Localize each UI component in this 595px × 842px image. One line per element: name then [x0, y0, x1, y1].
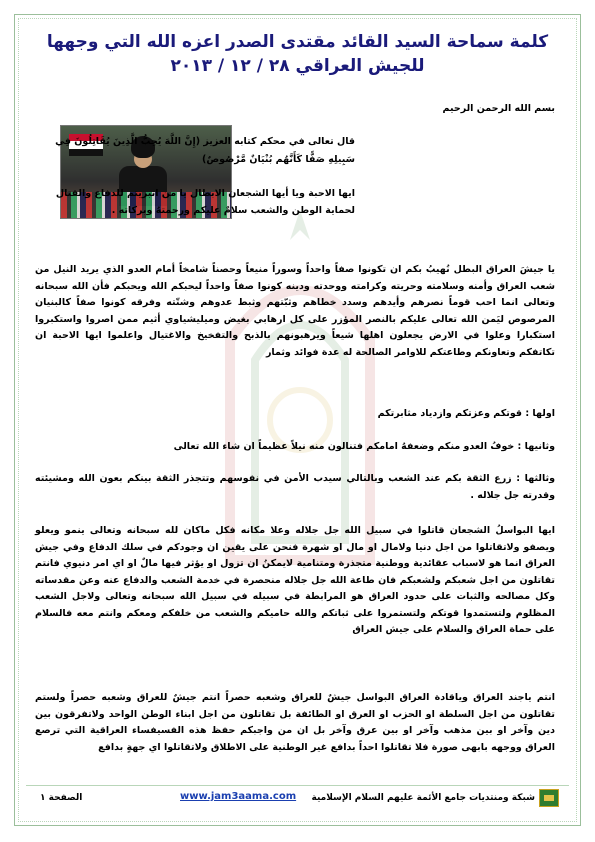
paragraph-greeting: ايها الاحبة ويا أيها الشجعان الابطال يا من انبريتم للدفاع والقتال لحماية الوطن والشعب سلامٌ عليكم ورحمتهُ وبركاته .: [55, 188, 355, 216]
paragraph-army-unity: يا جيشَ العراق البطل نُهيبُ بكم ان تكونوا صفاً واحداً وسوراً منيعاً وحصناً شامخاً أمام العدو الذي يريد النيل من شعب العراق وأمنه وسلامته وحريته وكرامته ووحدته ودينه كونوا صفاً واحداً ليحبكم الله ويحبكم فأن الله سبحانه وتعالى انما احب قوماً نصرهم وأيدهم وسدد خطاهم وثبّتهم وثبط عدوهم وشتّته وفرقه كونوا صفاً كالبنيان المرصوص ليَمن الله تعالى عليكم بالنصر المؤزر على كل ارهابي بغيض وميليشياوي أثيم ممن اصروا واستكبروا استكبارا وعلوا في الارض يجعلون اهلها شيعاً ويرهبونهم بالذبح والتفخيخ والاغتيال واعلموا ايها الاحبة ان تكاتفكم وتعاونكم وطاعتكم للاوامر الصالحة له عدة فوائد وثمار: [35, 264, 555, 358]
page-number: الصفحة ١: [40, 793, 83, 803]
page-title: [26, 30, 569, 78]
page-footer: [30, 789, 565, 809]
paragraph-army-of-iraq: انتم ياجند العراق وياقادة العراق البواسل جيشٌ للعراق وشعبه حصراً انتم جيشٌ للعراق وشعبه حصراً ولستم تقاتلون من اجل السلطة او الحزب او العرق او الطائفة بل تقاتلون من اجل ابناء الوطن الواحد ولاتفرقون بين دين وآخر او بين مذهب وآخر او بين عرق وآخر بل ان من واجبكم حفظ هذه الفسيفساء العراقية التي ترصع العراق ووجهه بابهى صورة فلا تقاتلوا احداً بدافع غير الوطنية على الاطلاق ولاتقاتلوا اي جهةٍ بدافع: [35, 692, 555, 753]
title-line-2: للجيش العراقي ٢٨ / ١٢ / ٢٠١٣: [170, 56, 425, 76]
point-second: وثانيها : خوفُ العدو منكم وضعفهُ امامكم فتنالون منه نيلاً عظيماً ان شاء الله تعالى: [173, 441, 555, 452]
network-name: شبكة ومنتديات جامع الأئمة عليهم السلام الإسلامية: [311, 793, 535, 803]
basmala: بسم الله الرحمن الرحيم: [442, 103, 555, 114]
footer-divider: [26, 785, 569, 786]
point-third: وثالثها : زرع الثقة بكم عند الشعب وبالتالي سيدب الأمن في نفوسهم وتتجذر الثقة بينكم بعون الله ومشيئته وقدرته جل جلاله .: [35, 473, 555, 501]
website-link[interactable]: www.jam3aama.com: [180, 791, 297, 802]
point-first: اولها : قوتكم وعزتكم وازدياد مثابرتكم: [377, 408, 555, 419]
paragraph-fight-for-god: ايها البواسلُ الشجعان قاتلوا في سبيل الله جل جلاله وعلا مكانه فكل ماكان لله سبحانه وتعالى ينمو ويعلو ويصفو ولاتقاتلوا من اجل دنيا ولامال او مال او شهرة فنحن على يقين ان وجودكم في سلك الدفاع وفي جيش العراق انما هو لاسباب عقائدية ووطنية متجذرة ومتنامية لايمكنُ ان تزول او يؤثر فيها مالٌ او اي امر دنيوي فانتم تقاتلون من اجل شعبكم ولشعبكم فان طاعة الله جل جلاله منحصرة في خدمة الشعب والدفاع عنه وعن مقدساته وكل مصالحه والثبات على حدود العراق هو المرابطة في سبيله في سبيل الله سبحانه وتعالى ولاجل الشعب المظلوم ولتستمدوا قوتكم ولتستمروا على ثباتكم والله حاميكم والشعب من خلفكم ومعكم وانتم معه فالسلام على حماة العراق والسلام على جيش العراق: [35, 525, 555, 635]
mosque-logo-icon: [539, 789, 559, 807]
quran-verse: قال تعالى في محكم كتابه العزيز (إِنَّ اللَّهَ يُحِبُّ الَّذِينَ يُقَاتِلُونَ فِي سَبِيلِهِ صَفًّا كَأَنَّهُم بُنْيَانٌ مَّرْصُوصٌ): [55, 136, 355, 165]
title-line-1: كلمة سماحة السيد القائد مقتدى الصدر اعزه الله التي وجهها: [46, 32, 549, 52]
